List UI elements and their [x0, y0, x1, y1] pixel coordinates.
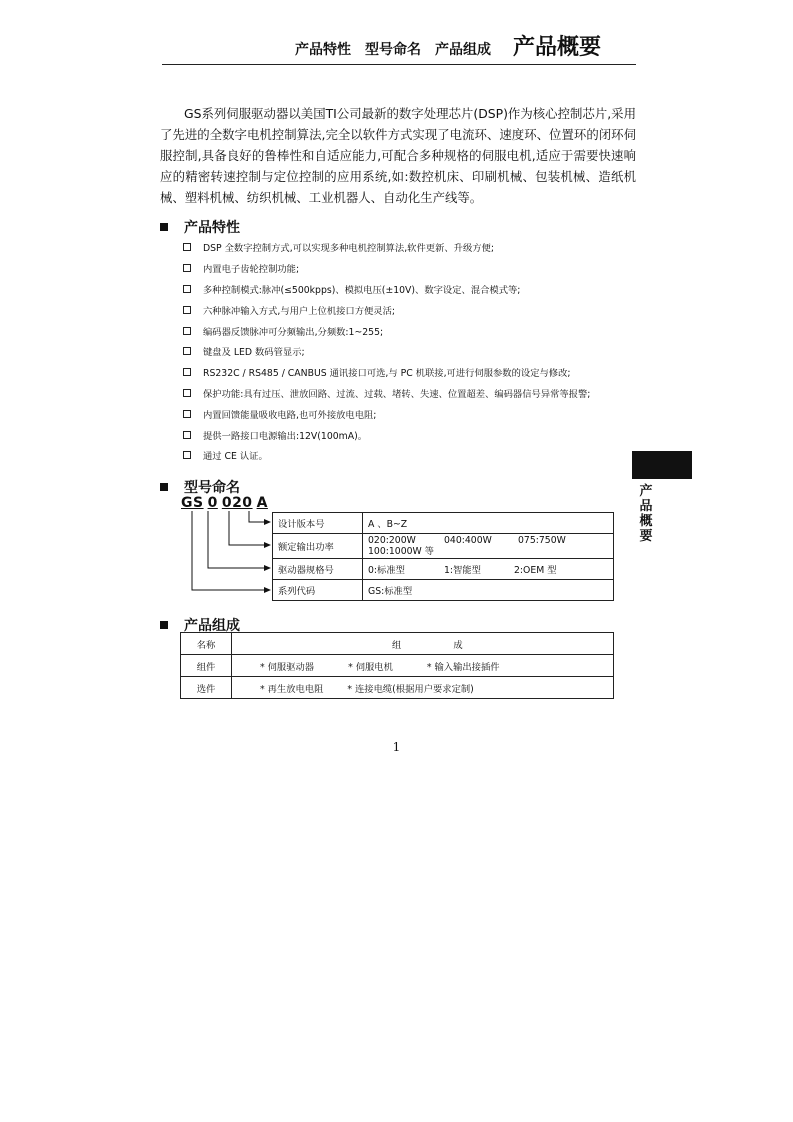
- spec-option: 0:标准型: [368, 565, 405, 576]
- naming-value: GS:标准型: [363, 580, 614, 601]
- table-row: [273, 534, 614, 559]
- feature-text: 内置回馈能量吸收电路,也可外接放电电阻;: [203, 409, 377, 421]
- nav-features: 产品特性: [295, 42, 351, 58]
- page-title: 产品概要: [513, 35, 602, 60]
- component-item: * 伺服电机: [348, 661, 393, 673]
- model-code-series: GS: [181, 495, 204, 511]
- naming-key: 设计版本号: [273, 513, 363, 534]
- page-number: 1: [392, 740, 401, 754]
- model-code-power: 020: [221, 495, 253, 511]
- table-row: [273, 513, 614, 534]
- side-tab-marker: [632, 451, 692, 479]
- feature-text: 键盘及 LED 数码管显示;: [203, 347, 305, 359]
- power-option: 075:750W: [518, 535, 566, 546]
- power-option: 040:400W: [444, 535, 492, 546]
- feature-text: 通过 CE 认证。: [203, 451, 268, 463]
- feature-text: 内置电子齿轮控制功能;: [203, 264, 300, 276]
- naming-table: [272, 512, 614, 601]
- model-code-spec: 0: [207, 495, 218, 511]
- naming-key: 驱动器规格号: [273, 559, 363, 580]
- row-items: [232, 677, 614, 699]
- power-option: 020:200W: [368, 535, 416, 546]
- spec-option: 1:智能型: [444, 565, 481, 576]
- spec-option: 2:OEM 型: [514, 565, 557, 576]
- side-tab-char: 品: [639, 499, 653, 514]
- square-bullet-icon: [160, 621, 168, 629]
- model-code-version: A: [256, 495, 268, 511]
- feature-text: 编码器反馈脉冲可分频输出,分频数:1~255;: [203, 326, 384, 338]
- table-row: [181, 677, 614, 699]
- table-header-row: [181, 633, 614, 655]
- feature-text: 保护功能:具有过压、泄放回路、过流、过载、堵转、失速、位置超差、编码器信号异常等报警;: [203, 388, 591, 400]
- naming-value: A 、B~Z: [363, 513, 614, 534]
- table-row: [181, 655, 614, 677]
- naming-value: [363, 534, 614, 559]
- header-cheng: 成: [453, 639, 463, 651]
- feature-text: RS232C / RS485 / CANBUS 通讯接口可选,与 PC 机联接,可进行伺服参数的设定与修改;: [203, 368, 571, 380]
- table-row: [273, 580, 614, 601]
- component-item: * 输入输出接插件: [426, 661, 500, 673]
- power-option: 100:1000W 等: [368, 546, 434, 557]
- side-tab-char: 要: [639, 529, 653, 544]
- option-item: * 连接电缆(根据用户要求定制): [347, 683, 474, 695]
- features-heading-text: 产品特性: [184, 220, 240, 236]
- column-header-name: 名称: [181, 633, 232, 655]
- table-row: [273, 559, 614, 580]
- intro-paragraph: GS系列伺服驱动器以美国TI公司最新的数字处理芯片(DSP)作为核心控制芯片,采用了先进的全数字电机控制算法,完全以软件方式实现了电流环、速度环、位置环的闭环伺服控制,具备良好的鲁棒性和自适应能力,可配合多种规格的伺服电机,适应于需要快速响应的精密转速控制与定位控制的应用系统,如:数控机床、印刷机械、包装机械、造纸机械、塑料机械、纺织机械、工业机器人、自动化生产线等。: [160, 106, 636, 205]
- naming-value: [363, 559, 614, 580]
- composition-table: [180, 632, 614, 699]
- nav-model-naming: 型号命名: [365, 42, 421, 58]
- option-item: * 再生放电电阻: [260, 683, 324, 695]
- column-header-composition: [232, 633, 614, 655]
- side-tab-char: 产: [639, 484, 653, 499]
- feature-text: 六种脉冲输入方式,与用户上位机接口方便灵活;: [203, 305, 396, 317]
- component-item: * 伺服驱动器: [260, 661, 315, 673]
- feature-text: 提供一路接口电源输出:12V(100mA)。: [203, 430, 368, 442]
- naming-key: 额定输出功率: [273, 534, 363, 559]
- side-tab-char: 概: [639, 514, 653, 529]
- row-name: 选件: [181, 677, 232, 699]
- row-items: [232, 655, 614, 677]
- row-name: 组件: [181, 655, 232, 677]
- naming-key: 系列代码: [273, 580, 363, 601]
- composition-heading-text: 产品组成: [184, 618, 240, 634]
- naming-heading-text: 型号命名: [184, 480, 240, 496]
- side-tab-label: [636, 484, 656, 544]
- header-zu: 组: [392, 639, 402, 651]
- nav-composition: 产品组成: [435, 42, 491, 58]
- feature-text: 多种控制模式:脉冲(≤500kpps)、模拟电压(±10V)、数字设定、混合模式等;: [203, 284, 521, 296]
- feature-text: DSP 全数字控制方式,可以实现多种电机控制算法,软件更新、升级方便;: [203, 243, 494, 255]
